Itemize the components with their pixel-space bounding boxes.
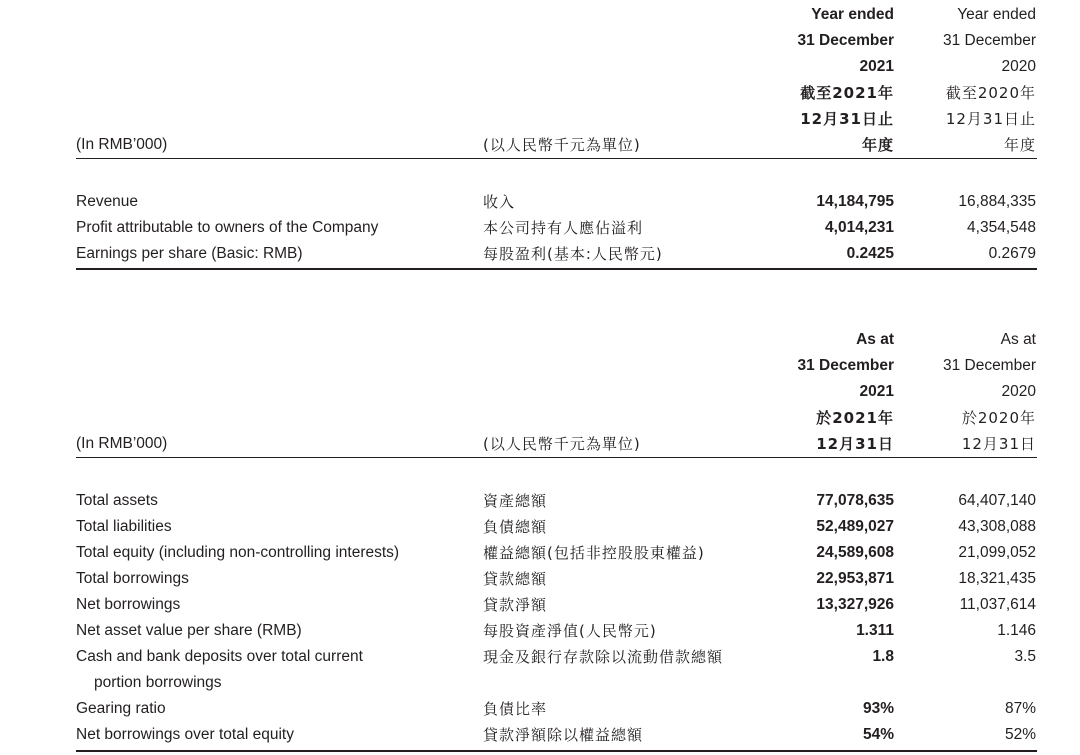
row-label-cn: 貸款淨額: [483, 596, 548, 614]
row-value-2020: 4,354,548: [967, 219, 1036, 236]
unit-label-cn: (以人民幣千元為單位): [483, 435, 641, 453]
row-value-2020: 16,884,335: [958, 193, 1036, 210]
row-label-en: Gearing ratio: [76, 700, 166, 717]
header-2021-line5: 12月31日止: [800, 110, 894, 128]
unit-label-en: (In RMB’000): [76, 435, 168, 452]
header-2021-line2: 31 December: [797, 357, 894, 374]
row-value-2020: 43,308,088: [958, 518, 1036, 535]
row-label-en: Earnings per share (Basic: RMB): [76, 245, 303, 262]
header-2020-line3: 2020: [1001, 383, 1036, 400]
row-label-cn: 資產總額: [483, 492, 548, 510]
row-label-en: Profit attributable to owners of the Company: [76, 219, 379, 236]
row-value-2020: 18,321,435: [958, 570, 1036, 587]
row-value-2021: 22,953,871: [816, 570, 894, 587]
table-bottom-rule: [76, 750, 1037, 752]
header-2021-line4: 截至2021年: [800, 84, 894, 102]
header-2020-line3: 2020: [1001, 58, 1036, 75]
header-2021-line2: 31 December: [797, 32, 894, 49]
row-label-cn: 收入: [483, 193, 516, 211]
row-label-en: Total equity (including non-controlling interests): [76, 544, 400, 561]
row-value-2021: 93%: [862, 700, 894, 717]
row-value-2021: 1.8: [872, 648, 894, 665]
row-label-en: Net borrowings over total equity: [76, 726, 294, 743]
header-2021-line3: 2021: [859, 383, 894, 400]
unit-label-en: (In RMB’000): [76, 136, 168, 153]
row-value-2021: 13,327,926: [816, 596, 894, 613]
table-bottom-rule: [76, 268, 1037, 270]
row-value-2021: 4,014,231: [825, 219, 894, 236]
row-value-2021: 24,589,608: [816, 544, 894, 561]
row-value-2021: 1.311: [856, 622, 894, 639]
row-label-cn: 負債總額: [483, 518, 548, 536]
header-2020-line2: 31 December: [942, 357, 1036, 374]
header-2020-line2: 31 December: [942, 32, 1036, 49]
header-2021-line1: Year ended: [811, 6, 894, 23]
row-value-2021: 0.2425: [846, 245, 894, 262]
row-value-2020: 0.2679: [988, 245, 1036, 262]
header-2021-line5: 12月31日: [816, 435, 894, 453]
header-2021-line4: 於2021年: [816, 409, 894, 427]
row-label-en: Revenue: [76, 193, 139, 210]
row-label-en: Net asset value per share (RMB): [76, 622, 302, 639]
row-label-cn: 本公司持有人應佔溢利: [483, 219, 644, 237]
row-label-en: Total liabilities: [76, 518, 172, 535]
unit-label-cn: (以人民幣千元為單位): [483, 136, 641, 154]
row-value-2020: 3.5: [1014, 648, 1036, 665]
row-value-2021: 14,184,795: [816, 193, 894, 210]
header-rule: [76, 158, 1037, 159]
row-value-2021: 54%: [862, 726, 894, 743]
header-2021-line3: 2021: [859, 58, 894, 75]
row-label-cn: 每股資產淨值(人民幣元): [483, 622, 657, 640]
row-label-en: Cash and bank deposits over total current: [76, 648, 363, 665]
row-value-2020: 64,407,140: [958, 492, 1036, 509]
header-2020-line1: Year ended: [957, 6, 1036, 23]
row-value-2020: 21,099,052: [958, 544, 1036, 561]
header-2020-line4: 於2020年: [961, 409, 1036, 427]
header-2021-line6: 年度: [861, 136, 894, 154]
header-2020-line5: 12月31日止: [945, 110, 1036, 128]
row-label-cn: 權益總額(包括非控股股東權益): [483, 544, 705, 562]
row-label-en: Net borrowings: [76, 596, 181, 613]
header-2020-line6: 年度: [1003, 136, 1036, 154]
header-2020-line5: 12月31日: [961, 435, 1036, 453]
header-2020-line1: As at: [1000, 331, 1036, 348]
row-value-2020: 11,037,614: [959, 596, 1036, 613]
row-value-2020: 1.146: [997, 622, 1036, 639]
header-2021-line1: As at: [856, 331, 894, 348]
row-label-en: Total borrowings: [76, 570, 189, 587]
row-value-2021: 52,489,027: [816, 518, 894, 535]
row-label-cn: 現金及銀行存款除以流動借款總額: [483, 648, 724, 666]
row-label-en: Total assets: [76, 492, 158, 509]
header-rule: [76, 457, 1037, 458]
row-label-cn: 貸款淨額除以權益總額: [483, 726, 644, 744]
header-2020-line4: 截至2020年: [945, 84, 1036, 102]
row-label-en-continued: portion borrowings: [94, 674, 222, 691]
row-label-cn: 每股盈利(基本:人民幣元): [483, 245, 663, 263]
row-label-cn: 負債比率: [483, 700, 548, 718]
row-value-2021: 77,078,635: [816, 492, 894, 509]
row-value-2020: 52%: [1004, 726, 1036, 743]
row-value-2020: 87%: [1004, 700, 1036, 717]
row-label-cn: 貸款總額: [483, 570, 548, 588]
